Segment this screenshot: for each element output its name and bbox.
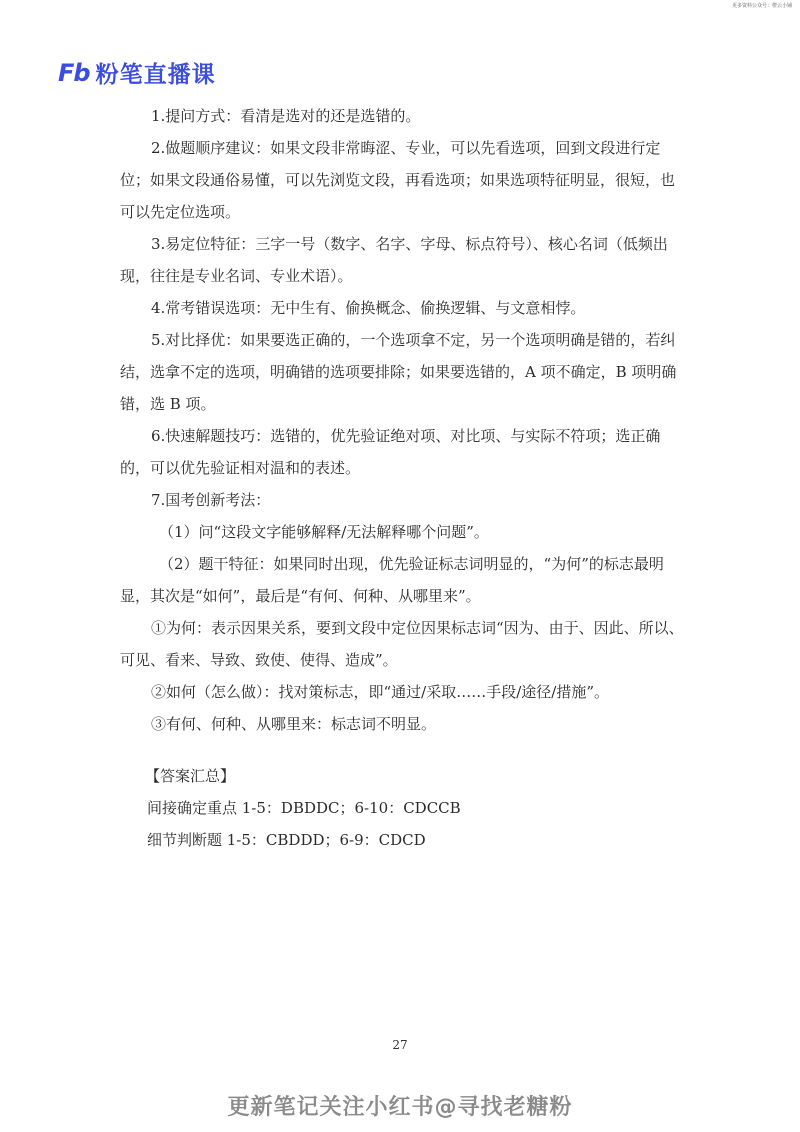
paragraph-7-2-a: ①为何：表示因果关系，要到文段中定位因果标志词“因为、由于、因此、所以、可见、看来、导致、致使、使得、造成”。 (120, 619, 684, 669)
paragraph-6: 6.快速解题技巧：选错的，优先验证绝对项、对比项、与实际不符项；选正确的，可以优先验证相对温和的表述。 (120, 427, 661, 477)
paragraph-4: 4.常考错误选项：无中生有、偷换概念、偷换逻辑、与文意相悖。 (151, 299, 586, 317)
answer-summary-title: 【答案汇总】 (145, 767, 236, 785)
paragraph-5: 5.对比择优：如果要选正确的，一个选项拿不定，另一个选项明确是错的，若纠结，选拿不定的选项，明确错的选项要排除；如果要选错的，A 项不确定，B 项明确错，选 B 项。 (120, 331, 677, 413)
document-body (120, 100, 685, 740)
paragraph-7-1: （1）问“这段文字能够解释/无法解释哪个问题”。 (159, 523, 489, 541)
paragraph-1: 1.提问方式：看清是选对的还是选错的。 (151, 107, 421, 125)
paragraph-7: 7.国考创新考法： (151, 491, 271, 509)
brand-logo (58, 56, 216, 89)
paragraph-3: 3.易定位特征：三字一号（数字、名字、字母、标点符号）、核心名词（低频出现，往往是专业名词、专业术语）。 (120, 235, 668, 285)
answer-summary (147, 760, 461, 856)
page-number: 27 (392, 1038, 408, 1052)
logo-mark: Fb (58, 58, 90, 87)
top-note: 更多资料公众号：橙云小铺 (731, 3, 792, 9)
paragraph-2: 2.做题顺序建议：如果文段非常晦涩、专业，可以先看选项，回到文段进行定位；如果文段通俗易懂，可以先浏览文段，再看选项；如果选项特征明显，很短，也可以先定位选项。 (120, 139, 676, 221)
footer-banner: 更新笔记关注小红书@寻找老糖粉 (227, 1095, 573, 1120)
logo-text: 粉笔直播课 (95, 62, 216, 88)
answer-line-1: 间接确定重点 1-5：DBDDC；6-10：CDCCB (147, 799, 461, 817)
paragraph-7-2: （2）题干特征：如果同时出现，优先验证标志词明显的，“为何”的标志最明显，其次是“如何”，最后是“有何、何种、从哪里来”。 (120, 555, 664, 605)
paragraph-7-2-b: ②如何（怎么做）：找对策标志，即“通过/采取……手段/途径/措施”。 (151, 683, 610, 701)
paragraph-7-2-c: ③有何、何种、从哪里来：标志词不明显。 (151, 715, 437, 733)
answer-line-2: 细节判断题 1-5：CBDDD；6-9：CDCD (147, 831, 426, 849)
